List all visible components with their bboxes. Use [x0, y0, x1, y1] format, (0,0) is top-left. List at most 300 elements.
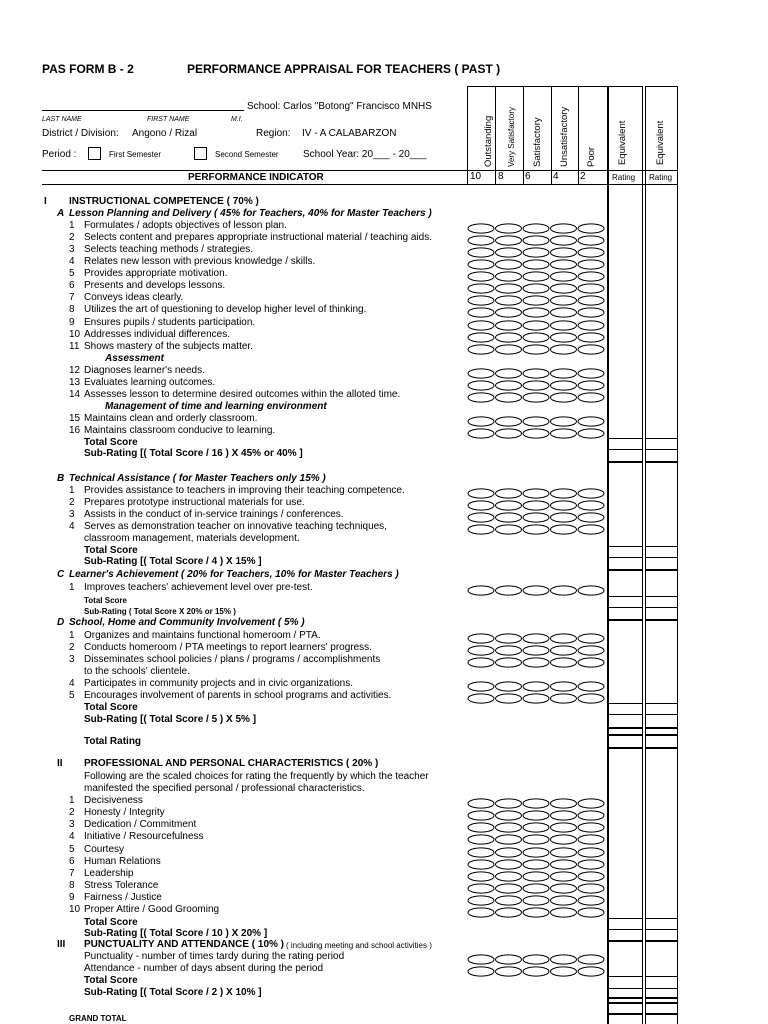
rating-oval[interactable] — [496, 321, 522, 330]
rating-oval[interactable] — [496, 694, 522, 703]
a-item-label: Selects teaching methods / strategies. — [84, 244, 253, 255]
rating-oval-row[interactable] — [467, 657, 607, 668]
rating-oval-row[interactable] — [467, 954, 607, 965]
rating-oval[interactable] — [523, 646, 549, 655]
equivalent-rule — [645, 997, 678, 999]
rating-oval[interactable] — [578, 381, 604, 390]
scale-vline — [467, 86, 468, 185]
a-item-label: Relates new lesson with previous knowledge / skills. — [84, 256, 316, 267]
equivalent-rule — [645, 619, 678, 621]
rating-oval[interactable] — [523, 369, 549, 378]
rating-oval[interactable] — [468, 321, 494, 330]
rating-oval[interactable] — [578, 321, 604, 330]
rating-oval[interactable] — [468, 248, 494, 257]
rating-oval-row[interactable] — [467, 488, 607, 499]
scale-header-poor: Poor — [586, 146, 597, 167]
rating-oval[interactable] — [551, 393, 577, 402]
rating-oval[interactable] — [551, 835, 577, 844]
rating-oval[interactable] — [578, 908, 604, 917]
rating-oval[interactable] — [496, 284, 522, 293]
rating-oval[interactable] — [551, 634, 577, 643]
equivalent-rule — [645, 918, 678, 919]
scale-point-2: 2 — [580, 171, 586, 182]
rating-oval[interactable] — [468, 694, 494, 703]
rating-oval[interactable] — [578, 417, 604, 426]
rating-oval[interactable] — [468, 333, 494, 342]
rating-oval[interactable] — [496, 393, 522, 402]
rating-oval[interactable] — [578, 823, 604, 832]
rating-oval[interactable] — [523, 694, 549, 703]
rating-oval[interactable] — [496, 658, 522, 667]
rating-oval[interactable] — [578, 236, 604, 245]
equivalent-rule — [607, 557, 643, 558]
rating-oval[interactable] — [523, 884, 549, 893]
rating-oval[interactable] — [578, 872, 604, 881]
rating-oval[interactable] — [578, 811, 604, 820]
rating-oval[interactable] — [523, 284, 549, 293]
rating-oval-row[interactable] — [467, 368, 607, 379]
rating-oval-row[interactable] — [467, 223, 607, 234]
rating-oval[interactable] — [468, 393, 494, 402]
rating-oval[interactable] — [496, 345, 522, 354]
rating-oval[interactable] — [551, 694, 577, 703]
rating-oval[interactable] — [523, 967, 549, 976]
s2-item-label: Leadership — [84, 868, 134, 879]
s2-item-label: Decisiveness — [84, 795, 143, 806]
rating-oval[interactable] — [496, 224, 522, 233]
rating-oval[interactable] — [468, 658, 494, 667]
rating-oval[interactable] — [523, 321, 549, 330]
rating-oval[interactable] — [496, 308, 522, 317]
rating-oval[interactable] — [523, 308, 549, 317]
rating-oval[interactable] — [468, 345, 494, 354]
rating-oval[interactable] — [468, 525, 494, 534]
a-item-number: 3 — [69, 244, 75, 255]
rating-header-1: Rating — [612, 173, 636, 182]
rating-oval[interactable] — [523, 586, 549, 595]
rating-oval[interactable] — [468, 884, 494, 893]
rating-oval[interactable] — [551, 308, 577, 317]
rating-oval[interactable] — [496, 646, 522, 655]
rating-oval-row[interactable] — [467, 883, 607, 894]
rating-oval[interactable] — [496, 586, 522, 595]
rating-oval-row[interactable] — [467, 500, 607, 511]
rating-oval[interactable] — [496, 799, 522, 808]
rating-oval-row[interactable] — [467, 259, 607, 270]
rating-oval[interactable] — [523, 248, 549, 257]
rating-oval[interactable] — [551, 525, 577, 534]
s2-sub-rating: Sub-Rating [( Total Score / 10 ) X 20% ] — [84, 928, 268, 939]
rating-oval[interactable] — [468, 955, 494, 964]
equivalent-rule — [607, 619, 643, 621]
a-item-number: 5 — [69, 268, 75, 279]
rating-oval[interactable] — [578, 646, 604, 655]
b-item-label: Assists in the conduct of in-service trainings / conferences. — [84, 509, 344, 520]
rating-oval[interactable] — [551, 646, 577, 655]
rating-oval[interactable] — [578, 586, 604, 595]
rating-oval[interactable] — [551, 896, 577, 905]
rating-oval[interactable] — [468, 896, 494, 905]
subsection-c-letter: C — [57, 569, 65, 580]
rating-oval[interactable] — [551, 586, 577, 595]
rating-oval[interactable] — [496, 489, 522, 498]
rating-oval[interactable] — [523, 799, 549, 808]
rating-oval[interactable] — [551, 823, 577, 832]
rating-oval[interactable] — [496, 682, 522, 691]
rating-oval[interactable] — [468, 489, 494, 498]
rating-oval[interactable] — [551, 884, 577, 893]
rating-oval[interactable] — [468, 586, 494, 595]
rating-oval[interactable] — [496, 333, 522, 342]
rating-oval-row[interactable] — [467, 645, 607, 656]
scale-header-unsatisfactory: Unsatisfactory — [559, 106, 570, 167]
rating-oval-row[interactable] — [467, 428, 607, 439]
equivalent-rule — [645, 988, 678, 989]
rating-oval[interactable] — [578, 682, 604, 691]
rating-oval[interactable] — [578, 896, 604, 905]
s2-item-label: Human Relations — [84, 856, 161, 867]
a-item-label: Utilizes the art of questioning to develop higher level of thinking. — [84, 304, 367, 315]
rating-oval-row[interactable] — [467, 966, 607, 977]
rating-oval-row[interactable] — [467, 307, 607, 318]
equivalent-rule — [607, 569, 643, 571]
s2-item-number: 2 — [69, 807, 75, 818]
rating-oval[interactable] — [496, 908, 522, 917]
rating-oval[interactable] — [551, 224, 577, 233]
rating-oval-row[interactable] — [467, 834, 607, 845]
rating-oval[interactable] — [578, 955, 604, 964]
rating-oval[interactable] — [551, 513, 577, 522]
punctuality-line: Punctuality - number of times tardy during the rating period — [84, 951, 345, 962]
rating-oval[interactable] — [468, 260, 494, 269]
rating-oval[interactable] — [578, 967, 604, 976]
indicator-header: PERFORMANCE INDICATOR — [188, 172, 324, 183]
s2-item-label: Initiative / Resourcefulness — [84, 831, 204, 842]
rating-oval[interactable] — [496, 848, 522, 857]
rating-oval[interactable] — [551, 429, 577, 438]
rating-oval[interactable] — [551, 272, 577, 281]
a-item-number: 2 — [69, 232, 75, 243]
equivalent-rule — [607, 438, 643, 439]
rating-oval[interactable] — [496, 896, 522, 905]
rating-oval[interactable] — [496, 513, 522, 522]
rating-oval-row[interactable] — [467, 416, 607, 427]
rating-oval-row[interactable] — [467, 247, 607, 258]
rating-oval[interactable] — [523, 429, 549, 438]
rating-oval[interactable] — [468, 224, 494, 233]
rating-oval[interactable] — [468, 417, 494, 426]
rating-oval[interactable] — [551, 908, 577, 917]
second-semester-checkbox[interactable] — [194, 147, 207, 160]
equivalent-rule — [645, 747, 678, 749]
section-2-description-1: Following are the scaled choices for rating the frequently by which the teacher — [84, 771, 429, 782]
eq-top-rule — [645, 86, 678, 87]
rating-oval[interactable] — [578, 224, 604, 233]
rating-oval[interactable] — [496, 955, 522, 964]
rating-oval[interactable] — [523, 811, 549, 820]
rating-oval[interactable] — [523, 634, 549, 643]
rating-oval[interactable] — [578, 429, 604, 438]
rating-oval[interactable] — [496, 236, 522, 245]
equivalent-rule — [645, 607, 678, 608]
rating-oval[interactable] — [523, 823, 549, 832]
scale-vline — [495, 86, 496, 185]
rating-oval[interactable] — [578, 272, 604, 281]
school-year: School Year: 20___ - 20___ — [303, 149, 427, 160]
rating-oval[interactable] — [551, 369, 577, 378]
rating-oval[interactable] — [523, 393, 549, 402]
rating-oval[interactable] — [496, 501, 522, 510]
rating-oval[interactable] — [523, 525, 549, 534]
a-item-number: 11 — [69, 341, 80, 352]
rating-oval-row[interactable] — [467, 271, 607, 282]
rating-oval[interactable] — [468, 513, 494, 522]
rating-oval[interactable] — [551, 658, 577, 667]
rating-oval-row[interactable] — [467, 235, 607, 246]
s2-item-label: Proper Attire / Good Grooming — [84, 904, 220, 915]
rating-oval[interactable] — [523, 860, 549, 869]
rating-oval[interactable] — [496, 835, 522, 844]
rating-oval[interactable] — [551, 236, 577, 245]
rating-oval[interactable] — [468, 872, 494, 881]
rating-oval-row[interactable] — [467, 847, 607, 858]
rating-oval-row[interactable] — [467, 810, 607, 821]
rating-oval[interactable] — [551, 333, 577, 342]
rating-oval-row[interactable] — [467, 822, 607, 833]
rating-oval-row[interactable] — [467, 859, 607, 870]
rating-oval[interactable] — [523, 682, 549, 691]
rating-oval[interactable] — [523, 224, 549, 233]
b-total-score: Total Score — [84, 545, 138, 556]
scale-point-8: 8 — [498, 171, 504, 182]
rating-oval[interactable] — [551, 872, 577, 881]
rating-oval-row[interactable] — [467, 681, 607, 692]
equivalent-rule — [607, 449, 643, 450]
rating-oval[interactable] — [578, 308, 604, 317]
rating-oval[interactable] — [578, 393, 604, 402]
rating-oval[interactable] — [551, 501, 577, 510]
scale-point-4: 4 — [553, 171, 559, 182]
rating-oval[interactable] — [551, 381, 577, 390]
rating-oval[interactable] — [523, 501, 549, 510]
rating-oval[interactable] — [468, 967, 494, 976]
rating-oval[interactable] — [523, 848, 549, 857]
c-item: Improves teachers' achievement level over pre-test. — [84, 582, 313, 593]
rating-oval[interactable] — [468, 860, 494, 869]
rating-oval[interactable] — [578, 658, 604, 667]
district-label: District / Division: — [42, 128, 119, 139]
s2-item-number: 10 — [69, 904, 81, 915]
rating-oval[interactable] — [496, 429, 522, 438]
rating-oval[interactable] — [496, 823, 522, 832]
rating-oval[interactable] — [551, 417, 577, 426]
rating-oval[interactable] — [468, 646, 494, 655]
rating-oval[interactable] — [578, 345, 604, 354]
rating-oval[interactable] — [523, 381, 549, 390]
rating-oval[interactable] — [578, 884, 604, 893]
rating-oval[interactable] — [523, 345, 549, 354]
rating-oval[interactable] — [551, 811, 577, 820]
b-item-number: 1 — [69, 485, 75, 496]
rating-oval[interactable] — [468, 835, 494, 844]
equivalent-header-2: Equivalent — [655, 120, 666, 165]
rating-oval[interactable] — [468, 501, 494, 510]
rating-oval[interactable] — [551, 967, 577, 976]
rating-oval[interactable] — [468, 272, 494, 281]
rating-oval[interactable] — [468, 369, 494, 378]
rating-oval[interactable] — [551, 860, 577, 869]
s2-item-label: Courtesy — [84, 844, 125, 855]
b-item-number: 2 — [69, 497, 75, 508]
rating-oval[interactable] — [551, 345, 577, 354]
rating-oval-row[interactable] — [467, 380, 607, 391]
rating-oval[interactable] — [523, 513, 549, 522]
rating-oval[interactable] — [523, 955, 549, 964]
rating-oval-row[interactable] — [467, 332, 607, 343]
rating-oval[interactable] — [523, 236, 549, 245]
rating-oval-row[interactable] — [467, 633, 607, 644]
rating-oval[interactable] — [496, 369, 522, 378]
rating-oval[interactable] — [523, 908, 549, 917]
d-item-label: Participates in community projects and in civic organizations. — [84, 678, 354, 689]
equivalent-rule — [607, 1002, 643, 1004]
rating-oval[interactable] — [496, 248, 522, 257]
rating-oval-row[interactable] — [467, 524, 607, 535]
rating-oval-row[interactable] — [467, 798, 607, 809]
b-sub-rating: Sub-Rating [( Total Score / 4 ) X 15% ] — [84, 556, 262, 567]
rating-oval[interactable] — [578, 369, 604, 378]
rating-oval[interactable] — [523, 835, 549, 844]
rating-oval[interactable] — [468, 823, 494, 832]
equivalent-rule — [607, 596, 643, 597]
a-item-label: Presents and develops lessons. — [84, 280, 226, 291]
rating-oval[interactable] — [523, 658, 549, 667]
rating-oval[interactable] — [496, 381, 522, 390]
rating-oval[interactable] — [523, 489, 549, 498]
rating-oval[interactable] — [551, 321, 577, 330]
rating-oval[interactable] — [468, 308, 494, 317]
rating-oval[interactable] — [578, 848, 604, 857]
rating-oval[interactable] — [468, 429, 494, 438]
rating-oval[interactable] — [496, 884, 522, 893]
rating-oval[interactable] — [551, 955, 577, 964]
rating-oval[interactable] — [523, 260, 549, 269]
rating-oval[interactable] — [578, 525, 604, 534]
equivalent-rule — [607, 734, 643, 736]
rating-oval-row[interactable] — [467, 871, 607, 882]
s2-item-number: 1 — [69, 795, 75, 806]
equivalent-rule — [645, 449, 678, 450]
rating-oval[interactable] — [578, 284, 604, 293]
b-item-label: Serves as demonstration teacher on innovative teaching techniques, — [84, 521, 387, 532]
rating-oval-row[interactable] — [467, 320, 607, 331]
rating-oval[interactable] — [496, 860, 522, 869]
rating-oval[interactable] — [523, 296, 549, 305]
rating-oval[interactable] — [551, 799, 577, 808]
rating-oval[interactable] — [496, 296, 522, 305]
rating-oval-row[interactable] — [467, 585, 607, 596]
rating-oval[interactable] — [496, 634, 522, 643]
rating-oval[interactable] — [496, 417, 522, 426]
rating-oval[interactable] — [578, 513, 604, 522]
rating-oval[interactable] — [551, 682, 577, 691]
s2-item-number: 5 — [69, 844, 75, 855]
rating-oval[interactable] — [551, 296, 577, 305]
rating-oval-row[interactable] — [467, 344, 607, 355]
rating-oval[interactable] — [578, 248, 604, 257]
rating-oval[interactable] — [468, 284, 494, 293]
s2-item-number: 3 — [69, 819, 75, 830]
rating-oval[interactable] — [468, 634, 494, 643]
rating-oval[interactable] — [578, 501, 604, 510]
rating-oval-row[interactable] — [467, 283, 607, 294]
equivalent-rule — [645, 1002, 678, 1004]
rating-oval[interactable] — [551, 260, 577, 269]
rating-oval[interactable] — [468, 848, 494, 857]
rating-oval[interactable] — [468, 236, 494, 245]
rating-oval[interactable] — [578, 634, 604, 643]
region-label: Region: — [256, 128, 291, 139]
rating-oval[interactable] — [496, 272, 522, 281]
rating-oval[interactable] — [468, 908, 494, 917]
rating-oval[interactable] — [523, 272, 549, 281]
rating-oval[interactable] — [578, 694, 604, 703]
rating-oval[interactable] — [578, 333, 604, 342]
rating-oval-row[interactable] — [467, 512, 607, 523]
b-item-number: 4 — [69, 521, 75, 532]
rating-oval[interactable] — [578, 799, 604, 808]
management-heading: Management of time and learning environment — [105, 401, 327, 412]
rating-oval[interactable] — [551, 248, 577, 257]
a-item-number: 8 — [69, 304, 75, 315]
rating-oval[interactable] — [496, 525, 522, 534]
eq-mid-rule — [607, 170, 678, 171]
rating-oval[interactable] — [578, 260, 604, 269]
scale-header-satisfactory: Satisfactory — [532, 117, 543, 167]
rating-oval[interactable] — [578, 835, 604, 844]
rating-oval[interactable] — [496, 260, 522, 269]
rating-oval[interactable] — [523, 417, 549, 426]
first-semester-checkbox[interactable] — [88, 147, 101, 160]
equivalent-rule — [645, 557, 678, 558]
rating-oval-row[interactable] — [467, 895, 607, 906]
rating-oval[interactable] — [468, 811, 494, 820]
rating-oval[interactable] — [496, 967, 522, 976]
rating-oval[interactable] — [523, 872, 549, 881]
rating-oval-row[interactable] — [467, 392, 607, 403]
rating-oval[interactable] — [578, 860, 604, 869]
rating-oval-row[interactable] — [467, 693, 607, 704]
rating-oval[interactable] — [551, 284, 577, 293]
rating-oval[interactable] — [551, 489, 577, 498]
rating-oval[interactable] — [496, 872, 522, 881]
rating-oval-row[interactable] — [467, 295, 607, 306]
rating-oval[interactable] — [468, 296, 494, 305]
rating-oval[interactable] — [523, 333, 549, 342]
a-item-number: 15 — [69, 413, 81, 424]
rating-oval[interactable] — [468, 381, 494, 390]
rating-oval-row[interactable] — [467, 907, 607, 918]
rating-oval[interactable] — [551, 848, 577, 857]
first-name-label: FIRST NAME — [147, 116, 190, 123]
rating-oval[interactable] — [468, 682, 494, 691]
rating-oval[interactable] — [496, 811, 522, 820]
equivalent-rule — [607, 988, 643, 989]
rating-oval[interactable] — [468, 799, 494, 808]
rating-oval[interactable] — [523, 896, 549, 905]
rating-oval[interactable] — [578, 296, 604, 305]
rating-oval[interactable] — [578, 489, 604, 498]
